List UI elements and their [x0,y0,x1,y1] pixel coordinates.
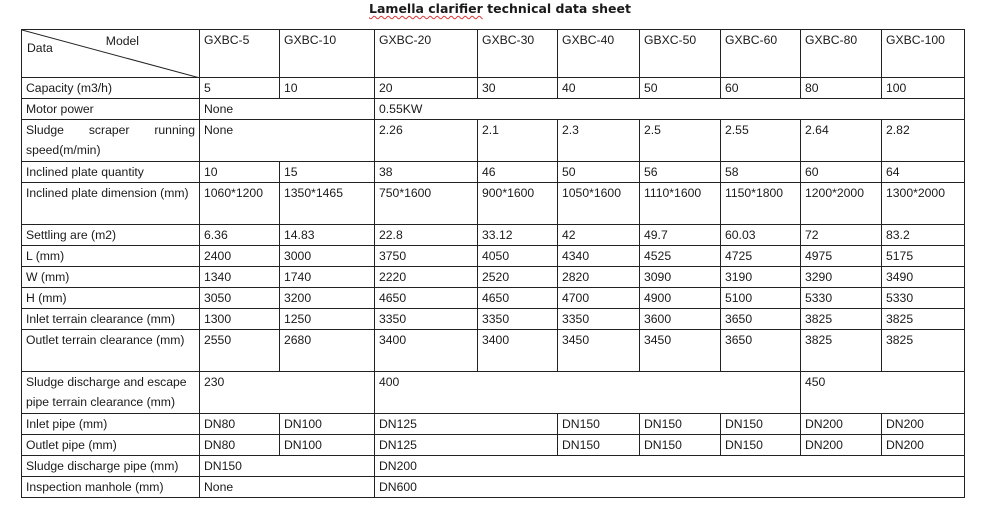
row-label: Inspection manhole (mm) [22,477,200,498]
row-settling-area [22,225,965,246]
cell: 2520 [478,267,558,288]
row-label: L (mm) [22,246,200,267]
cell: 1350*1465 [280,183,375,225]
model-header: GXBC-30 [478,30,558,78]
cell: 5175 [882,246,965,267]
cell: 4050 [478,246,558,267]
cell: 72 [801,225,882,246]
cell: 3650 [721,330,801,372]
cell: 1300*2000 [882,183,965,225]
cell: DN150 [640,435,721,456]
cell: 3825 [882,330,965,372]
cell: 2.26 [375,120,478,162]
cell: 10 [200,162,280,183]
cell: DN80 [200,414,280,435]
model-header: GXBC-5 [200,30,280,78]
row-sludge-discharge-pipe [22,456,965,477]
cell: 3650 [721,309,801,330]
row-label: Sludge scraper running speed(m/min) [22,120,200,162]
cell: 2820 [558,267,640,288]
model-header: GXBC-60 [721,30,801,78]
cell: 58 [721,162,801,183]
cell: 50 [558,162,640,183]
cell: 22.8 [375,225,478,246]
cell: 2.82 [882,120,965,162]
spec-table [21,29,965,498]
cell: 80 [801,78,882,99]
cell: DN200 [375,456,965,477]
cell: 3350 [558,309,640,330]
cell: 3190 [721,267,801,288]
row-motor-power [22,99,965,120]
cell: 1740 [280,267,375,288]
data-header-label: Data [27,41,53,55]
cell: 5330 [801,288,882,309]
cell: DN600 [375,477,965,498]
cell: 1060*1200 [200,183,280,225]
cell: 5100 [721,288,801,309]
row-width [22,267,965,288]
model-header: GBXC-50 [640,30,721,78]
row-sludge-escape-clearance [22,372,965,414]
cell: None [200,120,375,162]
model-header: GXBC-20 [375,30,478,78]
cell: 2.64 [801,120,882,162]
row-scraper-speed [22,120,965,162]
row-plate-dimension [22,183,965,225]
cell: 3050 [200,288,280,309]
cell: 3600 [640,309,721,330]
cell: 2550 [200,330,280,372]
cell: 1150*1800 [721,183,801,225]
cell: DN200 [882,414,965,435]
cell: 750*1600 [375,183,478,225]
row-height [22,288,965,309]
cell: 15 [280,162,375,183]
header-row [22,30,965,78]
cell: 1250 [280,309,375,330]
corner-header-cell [22,30,200,78]
model-header: GXBC-10 [280,30,375,78]
cell: DN150 [721,414,801,435]
row-label: Inclined plate quantity [22,162,200,183]
cell: 83.2 [882,225,965,246]
cell: 30 [478,78,558,99]
cell: 2.3 [558,120,640,162]
row-label: Capacity (m3/h) [22,78,200,99]
cell: DN150 [558,414,640,435]
row-outlet-clearance [22,330,965,372]
sheet-title: Lamella clarifier technical data sheet [369,1,631,16]
cell: 900*1600 [478,183,558,225]
cell: 3290 [801,267,882,288]
cell: 33.12 [478,225,558,246]
cell: 4900 [640,288,721,309]
cell: 4525 [640,246,721,267]
cell: DN200 [801,414,882,435]
cell: DN125 [375,435,558,456]
cell: 2.1 [478,120,558,162]
cell: DN100 [280,435,375,456]
cell: 50 [640,78,721,99]
cell: 60 [801,162,882,183]
cell: 1340 [200,267,280,288]
model-header: GXBC-80 [801,30,882,78]
row-inlet-clearance [22,309,965,330]
cell: 2.5 [640,120,721,162]
row-label: W (mm) [22,267,200,288]
cell: 64 [882,162,965,183]
cell: 4725 [721,246,801,267]
row-label: Outlet terrain clearance (mm) [22,330,200,372]
cell: 14.83 [280,225,375,246]
cell: 3450 [558,330,640,372]
cell: 3200 [280,288,375,309]
cell: 3400 [375,330,478,372]
cell: 3350 [478,309,558,330]
cell: 2400 [200,246,280,267]
cell: DN100 [280,414,375,435]
cell: 3825 [801,330,882,372]
cell: 60 [721,78,801,99]
cell: 230 [200,372,375,414]
row-label: Inclined plate dimension (mm) [22,183,200,225]
model-header-label: Model [105,34,139,48]
cell: 1110*1600 [640,183,721,225]
cell: 40 [558,78,640,99]
cell: DN150 [640,414,721,435]
row-label: Sludge discharge pipe (mm) [22,456,200,477]
cell: 3400 [478,330,558,372]
cell: 2680 [280,330,375,372]
row-outlet-pipe [22,435,965,456]
cell: 38 [375,162,478,183]
cell: DN150 [558,435,640,456]
model-header: GXBC-40 [558,30,640,78]
cell: 4975 [801,246,882,267]
cell: 6.36 [200,225,280,246]
cell: 3750 [375,246,478,267]
cell: 3000 [280,246,375,267]
cell: 49.7 [640,225,721,246]
cell: 2.55 [721,120,801,162]
row-capacity [22,78,965,99]
cell: DN200 [882,435,965,456]
row-label: H (mm) [22,288,200,309]
cell: 5 [200,78,280,99]
cell: 0.55KW [375,99,965,120]
cell: 1050*1600 [558,183,640,225]
row-label: Inlet terrain clearance (mm) [22,309,200,330]
cell: 3490 [882,267,965,288]
cell: 400 [375,372,801,414]
cell: 20 [375,78,478,99]
cell: 450 [801,372,965,414]
cell: 4700 [558,288,640,309]
row-label: Outlet pipe (mm) [22,435,200,456]
row-label: Motor power [22,99,200,120]
row-plate-quantity [22,162,965,183]
cell: 2220 [375,267,478,288]
cell: 5330 [882,288,965,309]
cell: DN125 [375,414,558,435]
row-label: Settling are (m2) [22,225,200,246]
cell: 10 [280,78,375,99]
row-inlet-pipe [22,414,965,435]
cell: 100 [882,78,965,99]
cell: 56 [640,162,721,183]
cell: DN150 [721,435,801,456]
cell: 60.03 [721,225,801,246]
cell: 3090 [640,267,721,288]
cell: 3350 [375,309,478,330]
model-header: GXBC-100 [882,30,965,78]
cell: 46 [478,162,558,183]
cell: 1300 [200,309,280,330]
cell: DN150 [200,456,375,477]
row-inspection-manhole [22,477,965,498]
cell: 4340 [558,246,640,267]
cell: 3825 [882,309,965,330]
cell: 4650 [478,288,558,309]
row-length [22,246,965,267]
cell: 42 [558,225,640,246]
cell: DN80 [200,435,280,456]
cell: DN200 [801,435,882,456]
cell: 1200*2000 [801,183,882,225]
row-label: Inlet pipe (mm) [22,414,200,435]
cell: 4650 [375,288,478,309]
cell: 3825 [801,309,882,330]
title-spellcheck-word: Lamella clarifier [369,1,483,16]
cell: 3450 [640,330,721,372]
cell: None [200,99,375,120]
cell: None [200,477,375,498]
row-label: Sludge discharge and escape pipe terrain clearance (mm) [22,372,200,414]
